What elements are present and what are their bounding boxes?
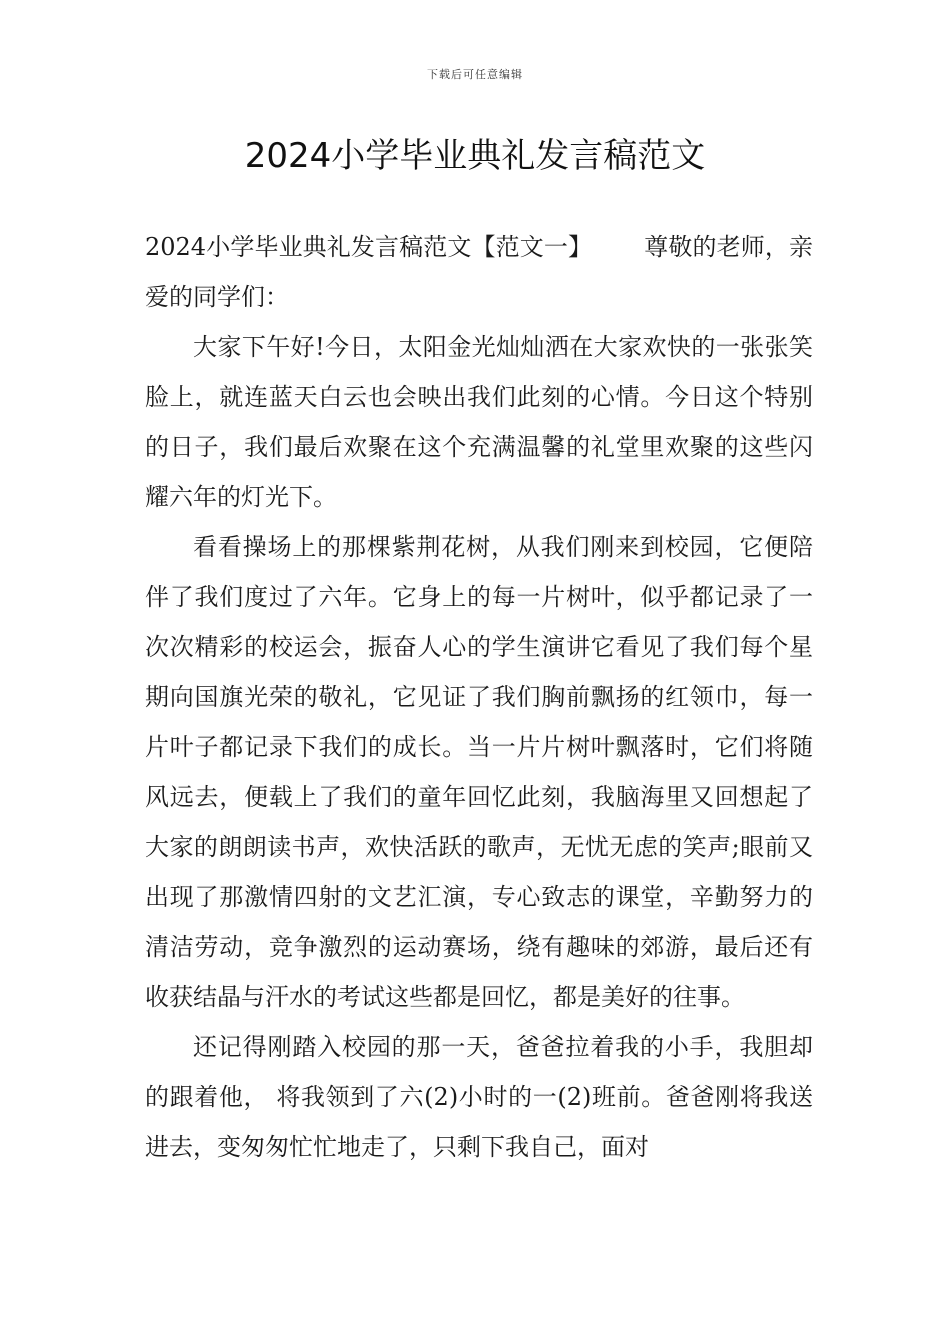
header-note: 下载后可任意编辑 bbox=[427, 68, 523, 81]
document-title: 2024小学毕业典礼发言稿范文 bbox=[244, 136, 706, 176]
salutation: 尊敬的老师，亲爱的同学们： bbox=[145, 233, 814, 311]
document-body bbox=[145, 222, 813, 1172]
lead-paragraph bbox=[145, 222, 813, 322]
paragraph: 看看操场上的那棵紫荆花树，从我们刚来到校园，它便陪伴了我们度过了六年。它身上的每一片树叶，似乎都记录了一次次精彩的校运会，振奋人心的学生演讲它看见了我们每个星期向国旗光荣的敬礼，它见证了我们胸前飘扬的红领巾，每一片叶子都记录下我们的成长。当一片片树叶飘落时，它们将随风远去，便载上了我们的童年回忆此刻，我脑海里又回想起了大家的朗朗读书声，欢快活跃的歌声，无忧无虑的笑声;眼前又出现了那激情四射的文艺汇演，专心致志的课堂，辛勤努力的清洁劳动，竞争激烈的运动赛场，绕有趣味的郊游，最后还有收获结晶与汗水的考试这些都是回忆，都是美好的往事。 bbox=[145, 533, 813, 1011]
paragraph: 还记得刚踏入校园的那一天，爸爸拉着我的小手，我胆却的跟着他， 将我领到了六(2)小时的一(2)班前。爸爸刚将我送进去，变匆匆忙忙地走了，只剩下我自己，面对 bbox=[145, 1033, 813, 1161]
section-heading: 2024小学毕业典礼发言稿范文【范文一】 bbox=[145, 233, 593, 261]
paragraph: 大家下午好!今日，太阳金光灿灿洒在大家欢快的一张张笑脸上，就连蓝天白云也会映出我们此刻的心情。今日这个特别的日子，我们最后欢聚在这个充满温馨的礼堂里欢聚的这些闪耀六年的灯光下。 bbox=[145, 333, 813, 511]
